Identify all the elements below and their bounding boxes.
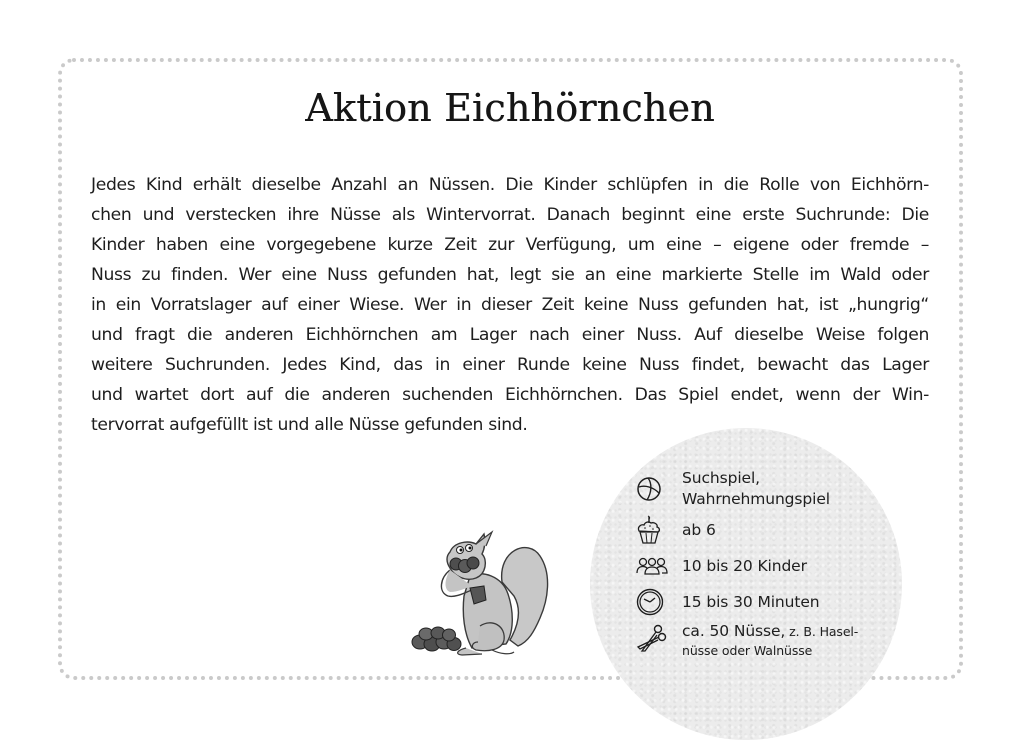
group-icon (636, 551, 672, 581)
clock-icon (636, 587, 672, 617)
squirrel-illustration (410, 530, 560, 660)
description-line: Kinder haben eine vorgegebene kurze Zeit zur Verfügung, um eine – eigene oder fremde – (91, 235, 929, 255)
game-type-line2: Wahrnehmungspiel (682, 490, 830, 508)
description-line: und fragt die anderen Eichhörnchen am Lager nach einer Nuss. Auf dieselbe Weise folgen (91, 325, 929, 345)
ball-icon (636, 474, 672, 504)
description-line: weitere Suchrunden. Jedes Kind, das in einer Runde keine Nuss findet, bewacht das Lager (91, 355, 929, 375)
scissors-icon (636, 624, 672, 654)
game-type-line1: Suchspiel, (682, 469, 760, 487)
info-age (634, 512, 894, 548)
description-line: in ein Vorratslager auf einer Wiese. Wer in dieser Zeit keine Nuss gefunden hat, ist „hungrig“ (91, 295, 929, 315)
info-material (634, 620, 894, 666)
game-description (91, 170, 929, 440)
description-line: tervorrat aufgefüllt ist und alle Nüsse gefunden sind. (91, 415, 528, 435)
info-duration (634, 584, 894, 620)
info-game-type (634, 466, 894, 512)
duration-text: 15 bis 30 Minuten (682, 592, 820, 611)
material-note: z. B. Hasel- (785, 624, 859, 639)
description-line: Jedes Kind erhält dieselbe Anzahl an Nüssen. Die Kinder schlüpfen in die Rolle von Eichhörn- (91, 175, 929, 195)
players-text: 10 bis 20 Kinder (682, 556, 807, 575)
description-line: Nuss zu finden. Wer eine Nuss gefunden hat, legt sie an eine markierte Stelle im Wald oder (91, 265, 929, 285)
age-text: ab 6 (682, 520, 716, 539)
material-note-continued: nüsse oder Walnüsse (682, 643, 813, 658)
description-line: chen und verstecken ihre Nüsse als Wintervorrat. Danach beginnt eine erste Suchrunde: Die (91, 205, 929, 225)
material-main: ca. 50 Nüsse, (682, 622, 786, 640)
page-title: Aktion Eichhörnchen (305, 86, 715, 130)
description-line: und wartet dort auf die anderen suchenden Eichhörnchen. Das Spiel endet, wenn der Win- (91, 385, 929, 405)
game-info-list (634, 466, 894, 666)
cupcake-icon (636, 515, 672, 545)
info-players (634, 548, 894, 584)
